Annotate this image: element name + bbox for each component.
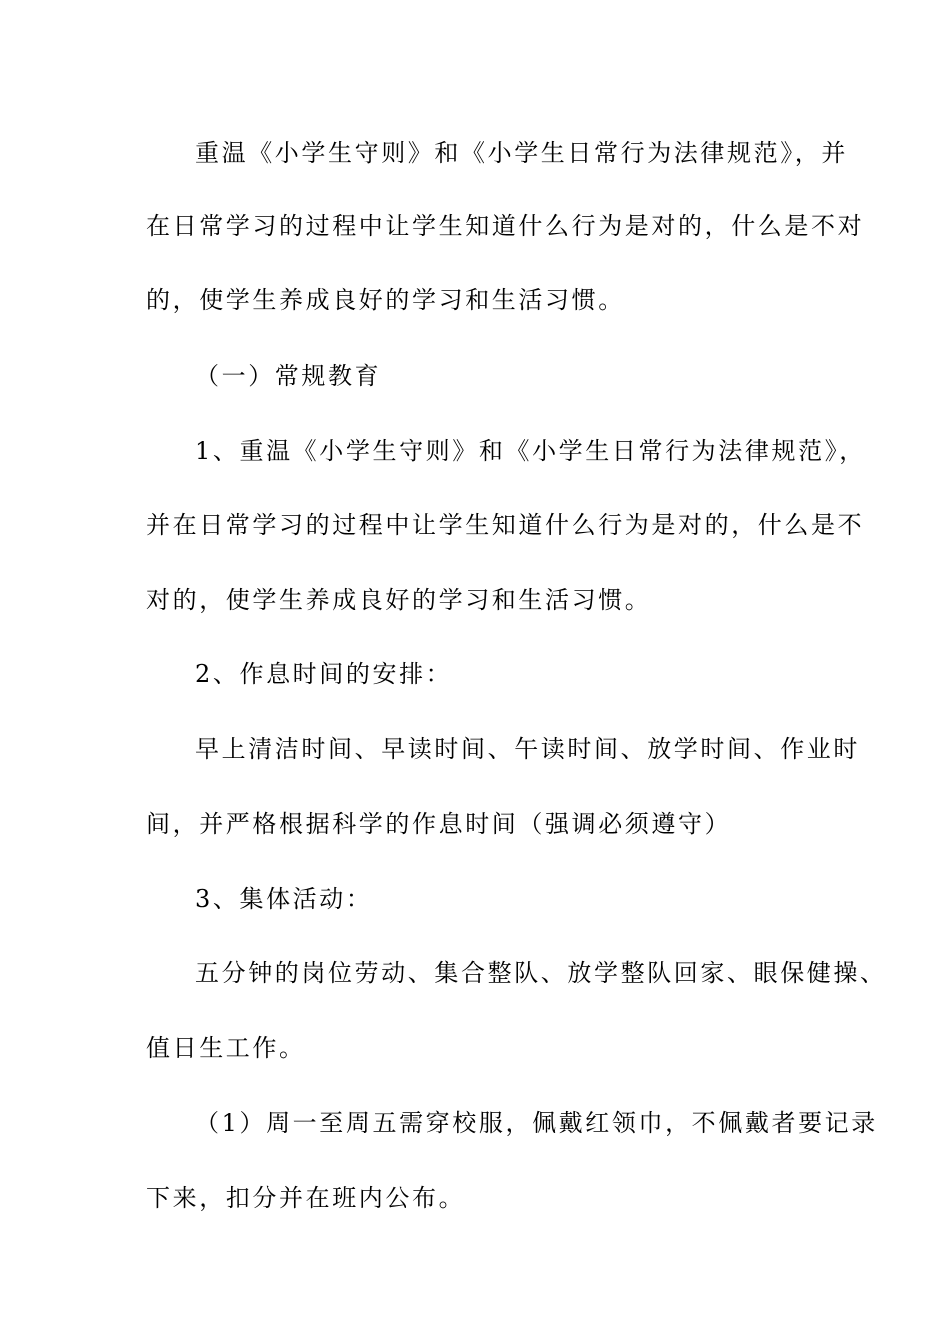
list-item-heading: 2、作息时间的安排： — [195, 660, 453, 688]
paragraph-line: 对的，使学生养成良好的学习和生活习惯。 — [146, 586, 652, 614]
paragraph-line: 五分钟的岗位劳动、集合整队、放学整队回家、眼保健操、 — [195, 959, 887, 987]
paragraph-line: 并在日常学习的过程中让学生知道什么行为是对的，什么是不 — [146, 511, 865, 539]
section-heading: （一）常规教育 — [195, 362, 382, 390]
list-item-heading: 3、集体活动： — [195, 885, 373, 913]
paragraph-line: 早上清洁时间、早读时间、午读时间、放学时间、作业时 — [195, 735, 860, 763]
paragraph-line: 下来，扣分并在班内公布。 — [146, 1184, 466, 1212]
paragraph-line: 在日常学习的过程中让学生知道什么行为是对的，什么是不对 — [146, 212, 865, 240]
paragraph-line: 的，使学生养成良好的学习和生活习惯。 — [146, 286, 625, 314]
paragraph-line: 值日生工作。 — [146, 1034, 306, 1062]
paragraph-line: 间，并严格根据科学的作息时间（强调必须遵守） — [146, 810, 732, 838]
paragraph-line: 重温《小学生守则》和《小学生日常行为法律规范》，并 — [195, 139, 848, 167]
paragraph-line: 1、重温《小学生守则》和《小学生日常行为法律规范》， — [195, 437, 866, 465]
paragraph-line: （1）周一至周五需穿校服，佩戴红领巾，不佩戴者要记录 — [195, 1109, 878, 1137]
